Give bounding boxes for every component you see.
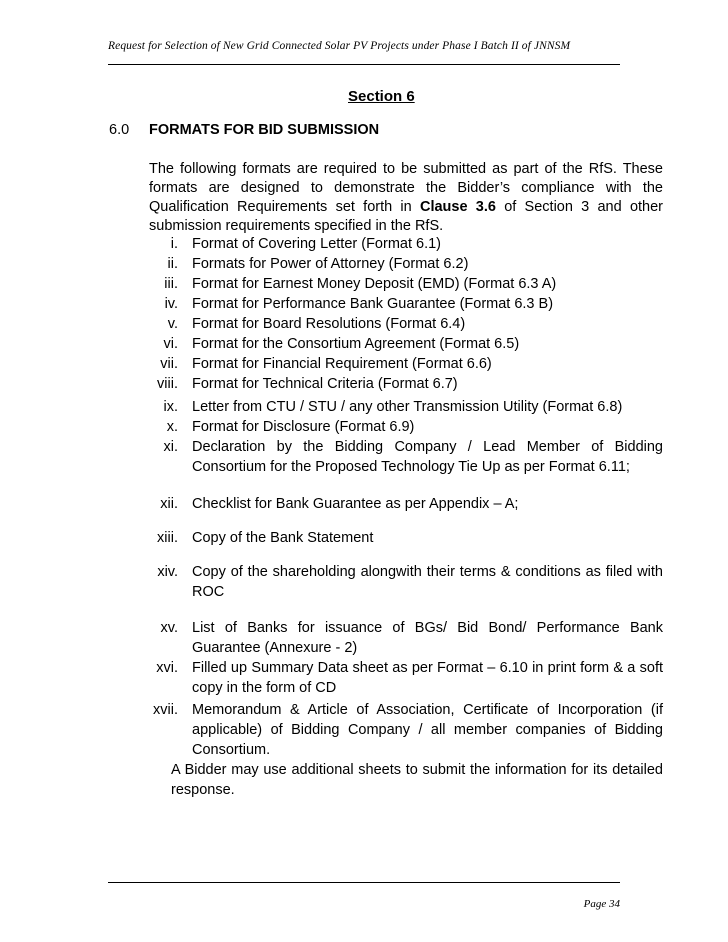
list-item-number: xi. [163, 439, 178, 455]
intro-line: formats are designed to demonstrate the Bidder’s compliance with the [149, 180, 663, 196]
list-item-text [192, 494, 663, 514]
list-item-line: Memorandum & Article of Association, Certificate of Incorporation (if [192, 702, 663, 718]
list-item-number: viii. [157, 376, 178, 392]
list-item-text [192, 658, 663, 698]
list-item-number: v. [167, 316, 178, 332]
section-heading: FORMATS FOR BID SUBMISSION [149, 122, 380, 138]
list-item-number: vii. [160, 356, 178, 372]
section-number: 6.0 [109, 122, 130, 138]
list-item-number: vi. [163, 336, 178, 352]
list-item-line: Copy of the Bank Statement [192, 530, 374, 546]
list-item-text [192, 254, 663, 274]
list-item-text [192, 274, 663, 294]
list-item-text [192, 294, 663, 314]
list-item-text [192, 417, 663, 437]
list-item-number: x. [166, 419, 178, 435]
list-item-number: xii. [160, 496, 178, 512]
list-item-line: Checklist for Bank Guarantee as per Appendix – A; [192, 496, 519, 512]
list-item-line: Consortium for the Proposed Technology Tie Up as per Format 6.11; [192, 459, 630, 475]
list-item-number: xv. [160, 620, 178, 636]
clause-reference: Clause 3.6 [419, 199, 496, 215]
list-item-line: Format for Board Resolutions (Format 6.4) [192, 316, 466, 332]
list-item-text [192, 354, 663, 374]
list-item-line: applicable) of Bidding Company / all member companies of Bidding [192, 722, 663, 738]
list-item-number: xvi. [156, 660, 178, 676]
list-item-text [192, 397, 663, 417]
list-item-line: copy in the form of CD [192, 680, 337, 696]
page-number: Page 34 [583, 898, 620, 910]
footer-rule [108, 882, 620, 883]
list-item-line: Format for Earnest Money Deposit (EMD) (Format 6.3 A) [192, 276, 557, 292]
list-item-number: ix. [163, 399, 178, 415]
intro-line: submission requirements specified in the RfS. [149, 218, 444, 234]
list-item-line: Format for Financial Requirement (Format 6.6) [192, 356, 492, 372]
intro-line: Qualification Requirements set forth in Clause 3.6 of Section 3 and other [149, 199, 663, 215]
list-item-number: iii. [164, 276, 178, 292]
closing-line: response. [171, 782, 235, 798]
list-item-line: ROC [192, 584, 225, 600]
list-item-line: Format for the Consortium Agreement (Format 6.5) [192, 336, 520, 352]
list-item-line: Copy of the shareholding alongwith their terms & conditions as filed with [192, 564, 663, 580]
list-item-line: Guarantee (Annexure - 2) [192, 640, 358, 656]
intro-paragraph [149, 160, 663, 236]
list-item-text [192, 562, 663, 602]
list-item-line: Format of Covering Letter (Format 6.1) [192, 236, 441, 252]
closing-note [171, 760, 663, 800]
list-item-number: ii. [167, 256, 178, 272]
running-header: Request for Selection of New Grid Connected Solar PV Projects under Phase I Batch II of JNNSM [108, 40, 571, 52]
section-title: Section 6 [348, 88, 415, 105]
list-item-line: Format for Technical Criteria (Format 6.7) [192, 376, 458, 392]
header-rule [108, 64, 620, 65]
list-item-line: Formats for Power of Attorney (Format 6.2) [192, 256, 469, 272]
list-item-line: Format for Performance Bank Guarantee (Format 6.3 B) [192, 296, 554, 312]
list-item-line: Declaration by the Bidding Company / Lead Member of Bidding [192, 439, 663, 455]
intro-line: The following formats are required to be submitted as part of the RfS. These [149, 161, 663, 177]
list-item-number: xvii. [153, 702, 178, 718]
list-item-text [192, 374, 663, 394]
list-item-line: List of Banks for issuance of BGs/ Bid Bond/ Performance Bank [192, 620, 663, 636]
list-item-text [192, 528, 663, 548]
list-item-line: Letter from CTU / STU / any other Transmission Utility (Format 6.8) [192, 399, 623, 415]
list-item-text [192, 437, 663, 477]
list-item-text [192, 334, 663, 354]
list-item-number: xiii. [157, 530, 178, 546]
list-item-line: Consortium. [192, 742, 271, 758]
list-item-number: i. [170, 236, 178, 252]
list-item-line: Filled up Summary Data sheet as per Format – 6.10 in print form & a soft [192, 660, 663, 676]
list-item-line: Format for Disclosure (Format 6.9) [192, 419, 415, 435]
list-item-text [192, 700, 663, 760]
list-item-text [192, 618, 663, 658]
list-item-text [192, 234, 663, 254]
list-item-number: iv. [164, 296, 178, 312]
list-item-number: xiv. [157, 564, 178, 580]
closing-line: A Bidder may use additional sheets to submit the information for its detailed [171, 762, 663, 778]
list-item-text [192, 314, 663, 334]
